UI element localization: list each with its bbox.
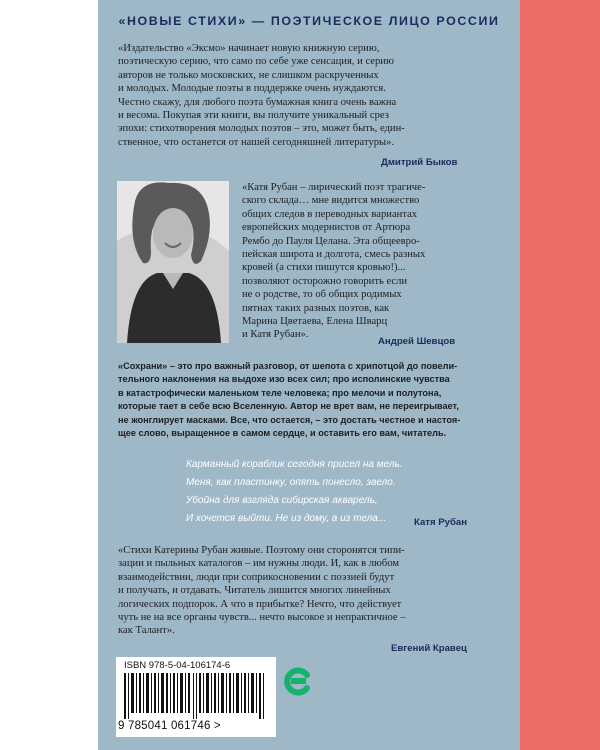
text-line: Честно скажу, для любого поэта бумажная книга очень важна [118,96,397,108]
author-signature: Андрей Шевцов [378,336,456,347]
eksmo-logo-icon [281,663,311,699]
text-line: не о родстве, то об общих родимых [242,289,402,301]
text-line: «Катя Рубан – лирический поэт трагиче- [242,182,426,193]
text-line: эпохи: стихотворения молодых поэтов – это, может быть, един- [118,123,405,135]
text-line: в катастрофически маленьком теле человека; про мелочи и полутона, [118,387,442,398]
quote-bykov [118,42,405,149]
text-line: «Издательство «Эксмо» начинает новую книжную серию, [118,43,380,54]
text-line: пейская широта и долгота, смесь разных [242,249,426,261]
series-title: «НОВЫЕ СТИХИ» — ПОЭТИЧЕСКОЕ ЛИЦО РОССИИ [118,14,500,28]
text-line: Рембо до Пауля Целана. Эта общеевро- [242,235,420,247]
text-line: и получать, и отдавать. Читатель лишится многих линейных [118,585,391,597]
text-line: позволяют осторожно говорить если [242,275,408,287]
quote-bold [118,360,460,440]
author-photo [117,181,229,343]
poem-line: И хочется выйти. Не из дому, а из тела... [186,513,387,524]
author-signature: Катя Рубан [414,517,468,528]
text-line: Марина Цветаева, Елена Шварц [242,316,388,328]
text-line: чуть не на все органы чувств... нечто высокое и непрактичное – [118,612,406,624]
text-line: кровей (а стихи пишутся кровью!)... [242,262,406,274]
text-line: пятнах таких разных поэтов, как [242,302,390,314]
text-line: и Катя Рубан». [242,329,309,341]
text-line: взаимодействии, люди при соприкосновении с поэзией будут [118,571,395,583]
text-line: и весома. Покупая эти книги, вы получите уникальный срез [118,110,389,122]
text-line: «Сохрани» – это про важный разговор, от шепота с хрипотцой до повели- [118,361,458,371]
text-line: европейских модернистов от Артюра [242,222,411,234]
author-portrait-icon [117,181,229,343]
text-line: тельного наклонения на выдохе изо всех сил; про исполинские чувства [118,374,450,385]
text-line: «Стихи Катерины Рубан живые. Поэтому они сторонятся типи- [118,545,405,556]
text-line: как Талант». [118,625,175,637]
quote-kravets [118,544,406,638]
author-signature: Дмитрий Быков [381,157,458,168]
text-line: общих следов в переводных вариантах [242,208,418,220]
poem-line: Меня, как пластинку, опять понесло, заело. [186,477,396,488]
barcode-bars-icon [124,673,270,719]
text-line: щее слово, выращенное в самом сердце, и оставить его вам, читатель. [118,428,447,439]
isbn-number: ISBN 978-5-04-106174-6 [124,660,231,671]
quote-shevtsov [242,181,425,342]
spine-stripe [520,0,600,750]
text-line: ственное, что останется от нашей сегодняшней литературы». [118,136,395,148]
text-line: авторов не только московских, не слишком раскрученных [118,69,379,81]
text-line: не жонглирует масками. Все, что остается, – это достать честное и настоя- [118,414,461,425]
poem-line: Убойна для взгляда сибирская акварель, [186,495,378,506]
text-line: которые тает в себе всю Вселенную. Автор не врет вам, не переигрывает, [118,401,459,412]
author-signature: Евгений Кравец [391,643,467,654]
ean-digits: 9 785041 061746 > [118,720,221,732]
text-line: зации и пыльных каталогов – им нужны люди. И, как в любом [118,558,400,570]
text-line: поэтическую серию, что само по себе уже сенсация, и серию [118,56,394,68]
text-line: и молодых. Молодые поэты в поддержке очень нуждаются. [118,83,386,95]
text-line: логических подпорок. А что в прибытке? Нечто, что действует [118,598,402,610]
text-line: ского склада… мне видится множество [242,195,420,207]
poem-line: Карманный кораблик сегодня присел на мель. [186,459,403,470]
